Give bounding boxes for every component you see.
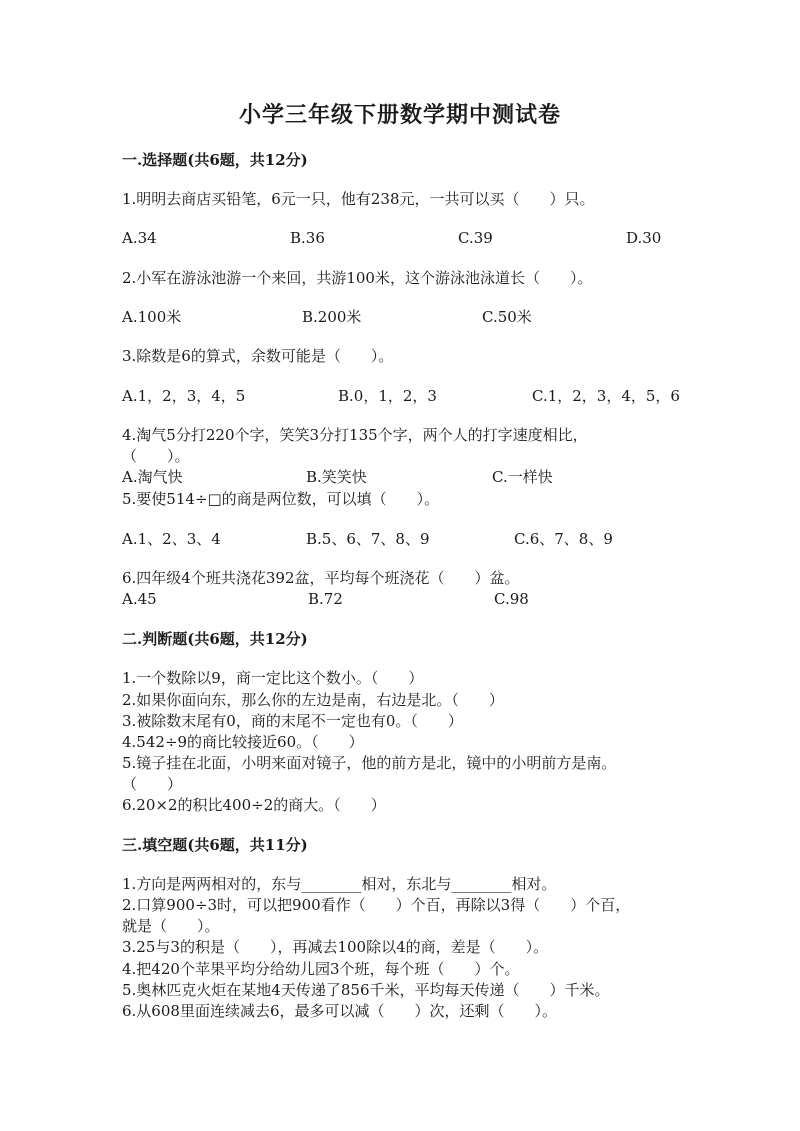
option-c: C.39: [458, 229, 493, 247]
section-heading-choice: 一.选择题(共6题，共12分): [122, 151, 308, 169]
list-item: 5.镜子挂在北面，小明来面对镜子，他的前方是北，镜中的小明前方是南。: [122, 754, 617, 772]
question-text: 1.明明去商店买铅笔，6元一只，他有238元，一共可以买（ ）只。: [122, 190, 595, 208]
page-title: 小学三年级下册数学期中测试卷: [238, 102, 561, 128]
list-item: 3.25与3的积是（ ），再减去100除以4的商，差是（ ）。: [122, 938, 549, 956]
option-b: B.0，1，2，3: [338, 387, 437, 405]
question-text: 5.要使514÷□的商是两位数，可以填（ ）。: [122, 490, 440, 508]
list-item: 1.方向是两两相对的，东与________相对，东北与________相对。: [122, 875, 557, 893]
list-item: 6.20×2的积比400÷2的商大。（ ）: [122, 796, 386, 814]
list-item: 2.口算900÷3时，可以把900看作（ ）个百，再除以3得（ ）个百，: [122, 896, 631, 914]
list-item: 1.一个数除以9，商一定比这个数小。（ ）: [122, 669, 424, 687]
section-heading-judge: 二.判断题(共6题，共12分): [122, 630, 308, 648]
option-a: A.34: [122, 229, 157, 247]
option-c: C.50米: [482, 308, 532, 326]
option-c: C.一样快: [492, 468, 553, 486]
question-text: 6.四年级4个班共浇花392盆，平均每个班浇花（ ）盆。: [122, 569, 520, 587]
list-item: 6.从608里面连续减去6，最多可以减（ ）次，还剩（ ）。: [122, 1002, 557, 1020]
option-a: A.淘气快: [122, 468, 183, 486]
option-a: A.100米: [122, 308, 182, 326]
option-c: C.6、7、8、9: [514, 530, 613, 548]
list-item: 3.被除数末尾有0，商的末尾不一定也有0。（ ）: [122, 712, 463, 730]
question-text: 3.除数是6的算式，余数可能是（ ）。: [122, 347, 394, 365]
option-a: A.1、2、3、4: [122, 530, 221, 548]
option-b: B.36: [290, 229, 325, 247]
question-text: 4.淘气5分打220个字，笑笑3分打135个字，两个人的打字速度相比，: [122, 426, 588, 444]
option-c: C.98: [494, 590, 529, 608]
list-item: （ ）: [122, 775, 183, 793]
list-item: 4.把420个苹果平均分给幼儿园3个班，每个班（ ）个。: [122, 960, 520, 978]
option-b: B.200米: [302, 308, 362, 326]
option-b: B.笑笑快: [306, 468, 367, 486]
option-c: C.1，2，3，4，5，6: [532, 387, 680, 405]
list-item: 5.奥林匹克火炬在某地4天传递了856千米，平均每天传递（ ）千米。: [122, 981, 610, 999]
question-text-continued: （ ）。: [122, 447, 190, 465]
option-b: B.5、6、7、8、9: [306, 530, 430, 548]
option-b: B.72: [308, 590, 343, 608]
list-item: 2.如果你面向东，那么你的左边是南，右边是北。（ ）: [122, 691, 504, 709]
list-item: 4.542÷9的商比较接近60。（ ）: [122, 733, 364, 751]
list-item: 就是（ ）。: [122, 917, 220, 935]
section-heading-fill: 三.填空题(共6题，共11分): [122, 836, 308, 854]
option-a: A.1，2，3，4，5: [122, 387, 246, 405]
option-a: A.45: [122, 590, 157, 608]
question-text: 2.小军在游泳池游一个来回，共游100米，这个游泳池泳道长（ ）。: [122, 269, 593, 287]
option-d: D.30: [626, 229, 662, 247]
